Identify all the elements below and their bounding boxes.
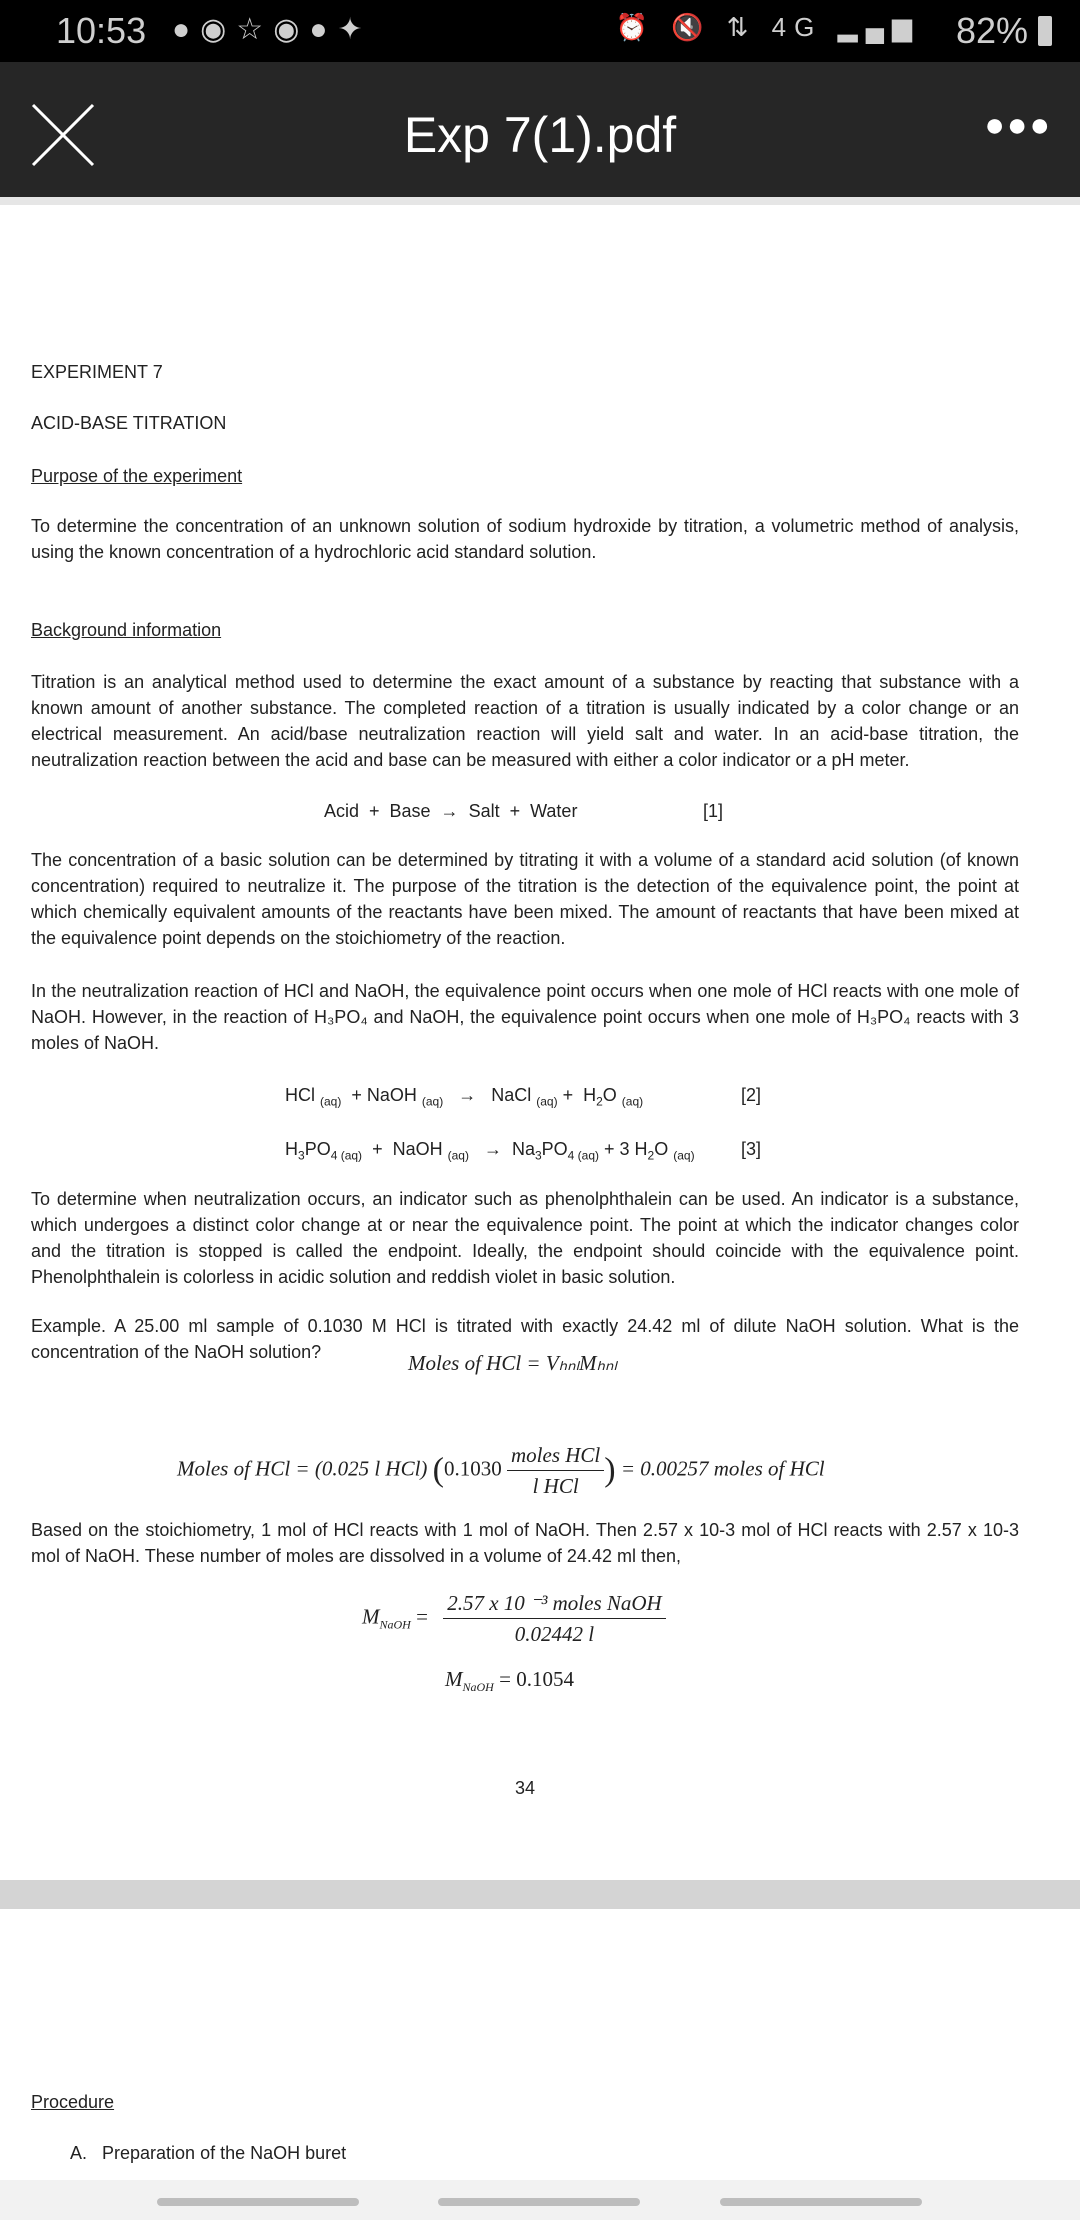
system-icons: ⏰ 🔇 ⇅ 4G ▂▄▆	[615, 12, 920, 42]
horizontal-scrollbar[interactable]	[0, 2180, 1080, 2220]
page-separator	[0, 1880, 1080, 1909]
purpose-title: Purpose of the experiment	[31, 466, 243, 486]
molarity-denominator: 0.02442 l	[514, 1622, 595, 1646]
moles-calculation: Moles of HCl = (0.025 l HCl) (0.1030 $\frac{\text{moles HCl}}{\text{l HCl}}$ ) = 0.00257 moles of HCl	[177, 1440, 825, 1501]
background-paragraph-1: Titration is an analytical method used to determine the exact amount of a substance by reacting that substance with a known amount of another substance. The completed reaction of a titration is usually indicated by a color change or an electrical measurement. An acid/base neutralization reaction will yield salt and water. In an acid-base titration, the neutralization reaction between the acid and base can be measured with either a color indicator or a pH meter.	[31, 672, 1019, 770]
network-label: 4G	[771, 12, 823, 42]
background-paragraph-4: To determine when neutralization occurs, an indicator such as phenolphthalein can be used. An indicator is a substance, which undergoes a distinct color change at or near the equivalence point. The point at which the indicator changes color and the titration is stopped is called the endpoint. Ideally, the endpoint should coincide with the equivalence point. Phenolphthalein is colorless in acidic solution and reddish violet in basic solution.	[31, 1189, 1019, 1287]
notification-icons: ●◉☆◉●✦	[172, 13, 373, 46]
molarity-calculation: $M_{NaOH}$ = $\frac{\text{2.57 x 10 ⁻³ moles NaOH}}{0.02442 l}$	[362, 1588, 666, 1649]
equation-3: $H_3PO_{4 (aq)}$ + NaOH $_{(aq)} \to Na_3PO_{4 (aq)} + 3$ $H_2O$ $_{(aq)}$	[285, 1139, 695, 1163]
experiment-heading: EXPERIMENT 7	[31, 362, 163, 382]
page-number: 34	[515, 1778, 536, 1798]
equation-2: HCl $_{(aq)}$ + NaOH $_{(aq)}$ → NaCl $_{(aq)} + H_2O$ $_{(aq)}$	[285, 1085, 644, 1109]
procedure-title: Procedure	[31, 2092, 115, 2112]
moles-calc-left: Moles of HCl = (0.025 l HCl)	[177, 1456, 428, 1481]
equation-1-number: [1]	[703, 801, 724, 821]
molarity-numerator: 2.57 x 10 ⁻³ moles NaOH	[443, 1588, 666, 1619]
molarity-result: $M_{NaOH} = 0.1054$	[445, 1667, 574, 1695]
moles-calc-coef: 0.1030	[444, 1456, 502, 1481]
equation-1: Acid + Base → Salt + Water	[324, 801, 578, 821]
battery-percent: 82%	[955, 10, 1028, 51]
more-options-icon[interactable]: ●●●	[984, 106, 1052, 144]
moles-calc-numerator: moles HCl	[507, 1440, 604, 1471]
equation-2-number: [2]	[741, 1085, 762, 1105]
battery-icon	[1038, 16, 1052, 46]
moles-calc-right: = 0.00257 moles of HCl	[620, 1456, 825, 1481]
purpose-text: To determine the concentration of an unknown solution of sodium hydroxide by titration, a volumetric method of analysis, using the known concentration of a hydrochloric acid standard solution.	[31, 516, 1019, 562]
scroll-indicator[interactable]	[438, 2198, 640, 2206]
scroll-indicator[interactable]	[157, 2198, 359, 2206]
status-bar	[0, 0, 1080, 62]
background-paragraph-2: The concentration of a basic solution can be determined by titrating it with a volume of a standard acid solution (of known concentration) required to neutralize it. The purpose of the titration is the detection of the equivalence point, the point at which chemically equivalent amounts of the reactants have been mixed. The amount of reactants that have been mixed at the equivalence point depends on the stoichiometry of the reaction.	[31, 850, 1019, 948]
example-text: Example. A 25.00 ml sample of 0.1030 M HCl is titrated with exactly 24.42 ml of dilute NaOH solution. What is the concentration of the NaOH solution?	[31, 1316, 1019, 1362]
moles-calc-denominator: l HCl	[532, 1474, 579, 1498]
background-title: Background information	[31, 620, 222, 640]
equation-3-number: [3]	[741, 1139, 762, 1159]
clock: 10:53	[56, 10, 147, 51]
document-title: Exp 7(1).pdf	[403, 107, 677, 163]
stoichiometry-text: Based on the stoichiometry, 1 mol of HCl reacts with 1 mol of NaOH. Then 2.57 x 10-3 mol of HCl reacts with 2.57 x 10-3 mol of NaOH. These number of moles are dissolved in a volume of 24.42 ml then,	[31, 1520, 1019, 1566]
toolbar	[0, 62, 1080, 197]
background-paragraph-3: In the neutralization reaction of HCl and NaOH, the equivalence point occurs when one mole of HCl reacts with one mole of NaOH. However, in the reaction of H₃PO₄ and NaOH, the equivalence point occurs when one mole of H₃PO₄ reacts with 3 moles of NaOH.	[31, 981, 1019, 1053]
divider	[0, 197, 1080, 205]
procedure-step-a: A. Preparation of the NaOH buret	[70, 2143, 347, 2163]
experiment-title: ACID-BASE TITRATION	[31, 413, 227, 433]
scroll-indicator[interactable]	[720, 2198, 922, 2206]
moles-formula: Moles of HCl = VₕₙₗMₕₙₗ	[408, 1351, 617, 1375]
